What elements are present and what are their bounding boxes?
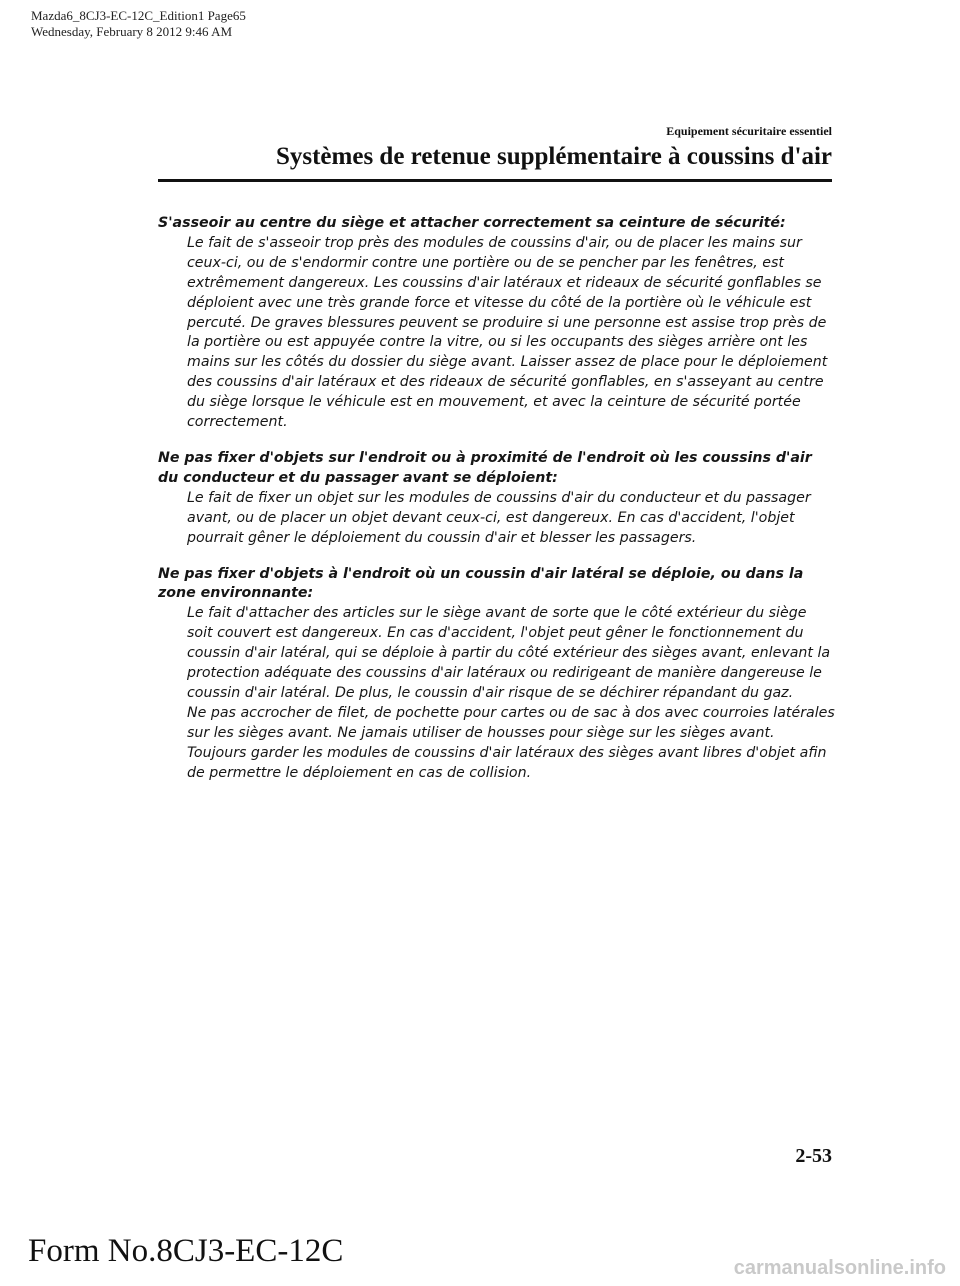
warning-block-front-airbags (158, 449, 836, 549)
section-label: Equipement sécuritaire essentiel (666, 124, 832, 138)
warning-block-side-airbags (158, 565, 836, 784)
warnings-content (158, 214, 836, 799)
watermark-text: carmanualsonline.info (733, 1257, 946, 1279)
title-divider (158, 179, 832, 182)
form-number: Form No.8CJ3-EC-12C (28, 1233, 344, 1269)
warning-heading: Ne pas fixer d'objets sur l'endroit ou à proximité de l'endroit où les coussins d'air du conducteur et du passager avant se déploient: (158, 449, 812, 486)
page-number: 2-53 (795, 1145, 832, 1167)
warning-heading: S'asseoir au centre du siège et attacher correctement sa ceinture de sécurité: (158, 215, 786, 231)
warning-paragraph: Ne pas accrocher de filet, de pochette pour cartes ou de sac à dos avec courroies latérales sur les sièges avant. Ne jamais utiliser de housses pour siège sur les sièges avant. Toujours garder les modules de coussins d'air latéraux des sièges avant libres d'objet afin de permettre le déploiement en cas de collision. (187, 704, 835, 781)
warning-paragraph: Le fait d'attacher des articles sur le siège avant de sorte que le côté extérieur du siège soit couvert est dangereux. En cas d'accident, l'objet peut gêner le fonctionnement du coussin d'air latéral, qui se déploie à partir du côté extérieur des sièges avant, enlevant la protection adéquate des coussins d'air latéraux ou redirigeant de manière dangereuse le coussin d'air latéral. De plus, le coussin d'air risque de se déchirer répandant du gaz. (187, 605, 831, 701)
warning-heading: Ne pas fixer d'objets à l'endroit où un coussin d'air latéral se déploie, ou dans la zone environnante: (158, 565, 804, 602)
warning-paragraph: Le fait de fixer un objet sur les modules de coussins d'air du conducteur et du passager avant, ou de placer un objet devant ceux-ci, est dangereux. En cas d'accident, l'objet pourrait gêner le déploiement du coussin d'air et blesser les passagers. (187, 489, 811, 546)
print-meta-line-2: Wednesday, February 8 2012 9:46 AM (31, 24, 233, 39)
page-title: Systèmes de retenue supplémentaire à coussins d'air (275, 143, 832, 170)
print-metadata (31, 8, 246, 40)
warning-block-center-seat (158, 214, 836, 433)
print-meta-line-1: Mazda6_8CJ3-EC-12C_Edition1 Page65 (31, 8, 246, 23)
warning-paragraph: Le fait de s'asseoir trop près des modules de coussins d'air, ou de placer les mains sur ceux-ci, ou de s'endormir contre une portière ou de se pencher par les fenêtres, est extrêmement dangereux. Les coussins d'air latéraux et rideaux de sécurité gonflables se déploient avec une très grande force et vitesse du côté de la portière où le véhicule est percuté. De graves blessures peuvent se produire si une personne est assise trop près de la portière ou est appuyée contre la vitre, ou si les occupants des sièges arrière ont les mains sur les côtés du dossier du siège avant. Laisser assez de place pour le déploiement des coussins d'air latéraux et des rideaux de sécurité gonflables, en s'asseyant au centre du siège lorsque le véhicule est en mouvement, et avec la ceinture de sécurité portée correctement. (187, 234, 828, 431)
